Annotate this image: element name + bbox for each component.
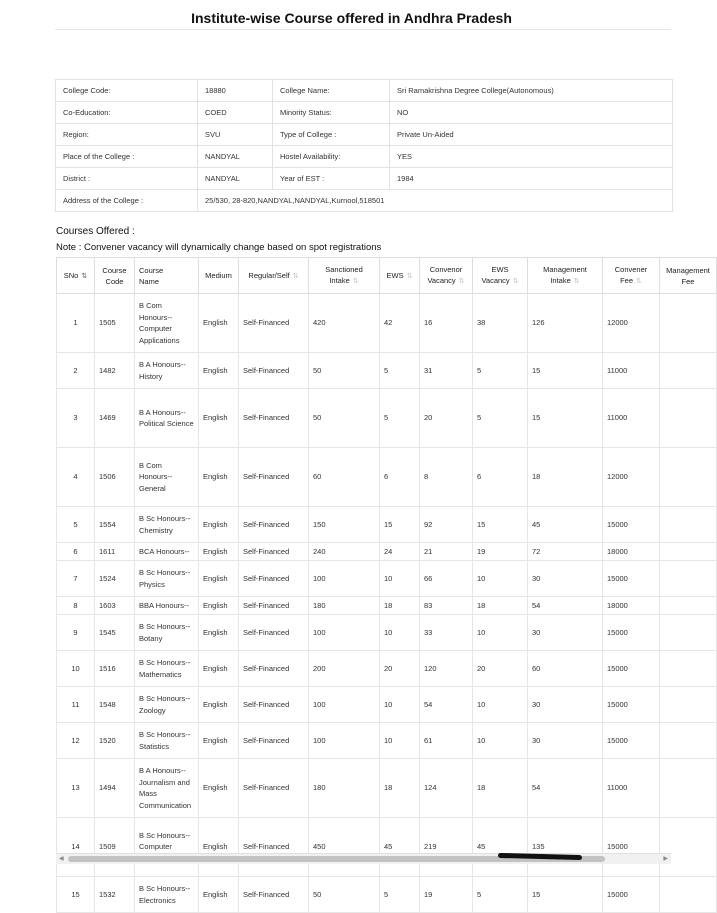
info-label: Region: (56, 124, 198, 146)
sort-arrows-icon[interactable]: ⇅ (636, 278, 642, 285)
info-label: Place of the College : (56, 146, 198, 168)
row-management-fee (660, 353, 717, 389)
row-management-intake: 60 (528, 651, 603, 687)
row-regular-self: Self-Financed (239, 597, 309, 615)
row-convener-fee: 15000 (603, 651, 660, 687)
row-sanctioned-intake: 180 (309, 597, 380, 615)
col-header-ews-vacancy[interactable]: EWS Vacancy ⇅ (473, 258, 528, 294)
row-convenor-vacancy: 66 (420, 561, 473, 597)
row-ews: 18 (380, 759, 420, 818)
row-course-code: 1506 (95, 448, 135, 507)
row-sanctioned-intake: 150 (309, 507, 380, 543)
info-row (56, 102, 673, 124)
row-ews: 5 (380, 353, 420, 389)
sort-arrows-icon[interactable]: ⇅ (292, 272, 299, 280)
col-header-course-name[interactable]: Course Name (135, 258, 199, 294)
row-management-intake: 30 (528, 615, 603, 651)
row-management-intake: 54 (528, 759, 603, 818)
table-row (57, 543, 717, 561)
row-management-intake: 30 (528, 723, 603, 759)
sort-arrows-icon[interactable]: ⇅ (458, 278, 465, 285)
row-management-intake: 45 (528, 507, 603, 543)
courses-table (56, 257, 717, 913)
info-label: Type of College : (273, 124, 390, 146)
row-medium: English (199, 759, 239, 818)
row-management-fee (660, 294, 717, 353)
row-regular-self: Self-Financed (239, 507, 309, 543)
row-management-fee (660, 543, 717, 561)
row-ews: 5 (380, 877, 420, 913)
info-label: Co-Education: (56, 102, 198, 124)
row-sno: 9 (57, 615, 95, 651)
row-medium: English (199, 687, 239, 723)
row-management-fee (660, 877, 717, 913)
row-ews-vacancy: 15 (473, 507, 528, 543)
row-sno: 14 (57, 818, 95, 877)
row-regular-self: Self-Financed (239, 759, 309, 818)
row-course-name: B Com Honours--Computer Applications (135, 294, 199, 353)
row-convener-fee: 15000 (603, 561, 660, 597)
co-education-value: COED (198, 102, 273, 124)
row-course-code: 1611 (95, 543, 135, 561)
row-course-code: 1548 (95, 687, 135, 723)
row-management-intake: 15 (528, 877, 603, 913)
row-ews-vacancy: 18 (473, 759, 528, 818)
col-header-convener-fee[interactable]: Convener Fee ⇅ (603, 258, 660, 294)
row-medium: English (199, 294, 239, 353)
row-management-fee (660, 448, 717, 507)
row-management-intake: 72 (528, 543, 603, 561)
row-management-fee (660, 615, 717, 651)
row-course-name: BBA Honours-- (135, 597, 199, 615)
row-ews: 6 (380, 448, 420, 507)
info-row (56, 146, 673, 168)
page-title: Institute-wise Course offered in Andhra Pradesh (191, 10, 512, 26)
row-course-code: 1603 (95, 597, 135, 615)
table-row (57, 615, 717, 651)
row-ews-vacancy: 20 (473, 651, 528, 687)
row-sno: 12 (57, 723, 95, 759)
table-row (57, 759, 717, 818)
row-course-code: 1532 (95, 877, 135, 913)
row-course-name: B Sc Honours--Computer (135, 818, 199, 877)
table-row (57, 389, 717, 448)
row-regular-self: Self-Financed (239, 818, 309, 877)
table-row (57, 877, 717, 913)
sort-arrows-icon[interactable]: ⇅ (352, 278, 359, 285)
row-management-fee (660, 818, 717, 877)
college-info-table (55, 79, 673, 212)
row-convenor-vacancy: 124 (420, 759, 473, 818)
table-row (57, 507, 717, 543)
row-sno: 2 (57, 353, 95, 389)
row-convenor-vacancy: 31 (420, 353, 473, 389)
row-convenor-vacancy: 20 (420, 389, 473, 448)
row-sno: 1 (57, 294, 95, 353)
row-course-name: B Sc Honours--Mathematics (135, 651, 199, 687)
row-sno: 11 (57, 687, 95, 723)
row-sanctioned-intake: 50 (309, 877, 380, 913)
minority-status-value: NO (390, 102, 673, 124)
row-medium: English (199, 597, 239, 615)
row-course-name: B A Honours--History (135, 353, 199, 389)
region-value: SVU (198, 124, 273, 146)
row-course-name: B Sc Honours--Electronics (135, 877, 199, 913)
row-regular-self: Self-Financed (239, 294, 309, 353)
col-header-ews[interactable]: EWS ⇅ (380, 258, 420, 294)
row-course-code: 1494 (95, 759, 135, 818)
row-sanctioned-intake: 100 (309, 687, 380, 723)
sort-arrows-icon[interactable]: ⇅ (512, 278, 519, 285)
row-course-code: 1545 (95, 615, 135, 651)
row-convener-fee: 11000 (603, 353, 660, 389)
row-course-name: B Com Honours--General (135, 448, 199, 507)
row-convener-fee: 12000 (603, 448, 660, 507)
row-convenor-vacancy: 219 (420, 818, 473, 877)
row-convenor-vacancy: 61 (420, 723, 473, 759)
row-convener-fee: 15000 (603, 723, 660, 759)
col-header-medium[interactable]: Medium (199, 258, 239, 294)
col-header-course-code[interactable]: Course Code (95, 258, 135, 294)
row-convenor-vacancy: 16 (420, 294, 473, 353)
row-ews: 15 (380, 507, 420, 543)
row-convener-fee: 18000 (603, 597, 660, 615)
row-management-intake: 15 (528, 353, 603, 389)
row-management-fee (660, 507, 717, 543)
info-label: District : (56, 168, 198, 190)
row-regular-self: Self-Financed (239, 353, 309, 389)
row-convenor-vacancy: 21 (420, 543, 473, 561)
row-management-fee (660, 389, 717, 448)
row-course-name: B Sc Honours--Physics (135, 561, 199, 597)
scroll-right-arrow-icon[interactable]: ▶ (663, 856, 668, 862)
vacancy-note: Note : Convener vacancy will dynamically change based on spot registrations (56, 242, 382, 253)
row-ews: 20 (380, 651, 420, 687)
row-management-intake: 15 (528, 389, 603, 448)
row-convenor-vacancy: 120 (420, 651, 473, 687)
header-row (57, 258, 717, 294)
row-ews: 10 (380, 723, 420, 759)
row-medium: English (199, 877, 239, 913)
table-row (57, 448, 717, 507)
row-ews-vacancy: 5 (473, 877, 528, 913)
info-row (56, 190, 673, 212)
courses-table-scroll-area[interactable] (56, 257, 710, 905)
row-management-fee (660, 723, 717, 759)
row-ews-vacancy: 45 (473, 818, 528, 877)
row-course-code: 1482 (95, 353, 135, 389)
row-ews-vacancy: 6 (473, 448, 528, 507)
table-row (57, 651, 717, 687)
row-sanctioned-intake: 100 (309, 723, 380, 759)
row-sanctioned-intake: 50 (309, 353, 380, 389)
row-ews: 10 (380, 561, 420, 597)
row-ews-vacancy: 5 (473, 389, 528, 448)
col-header-regular-self[interactable]: Regular/Self ⇅ (239, 258, 309, 294)
info-label: Address of the College : (56, 190, 198, 212)
title-divider (55, 29, 671, 30)
row-sanctioned-intake: 180 (309, 759, 380, 818)
row-ews-vacancy: 19 (473, 543, 528, 561)
row-convenor-vacancy: 92 (420, 507, 473, 543)
row-course-name: B Sc Honours--Zoology (135, 687, 199, 723)
col-header-convenor-vacancy[interactable]: Convenor Vacancy ⇅ (420, 258, 473, 294)
row-medium: English (199, 507, 239, 543)
col-header-sno[interactable]: SNo ⇅ (57, 258, 95, 294)
row-course-code: 1520 (95, 723, 135, 759)
col-header-management-intake[interactable]: Management Intake ⇅ (528, 258, 603, 294)
row-sno: 8 (57, 597, 95, 615)
row-regular-self: Self-Financed (239, 615, 309, 651)
row-convener-fee: 12000 (603, 294, 660, 353)
row-management-intake: 126 (528, 294, 603, 353)
row-ews-vacancy: 5 (473, 353, 528, 389)
info-row (56, 168, 673, 190)
row-management-fee (660, 759, 717, 818)
row-ews: 24 (380, 543, 420, 561)
row-convener-fee: 15000 (603, 687, 660, 723)
table-row (57, 818, 717, 877)
row-management-intake: 54 (528, 597, 603, 615)
row-course-code: 1516 (95, 651, 135, 687)
row-sno: 7 (57, 561, 95, 597)
place-value: NANDYAL (198, 146, 273, 168)
row-regular-self: Self-Financed (239, 651, 309, 687)
row-convener-fee: 15000 (603, 615, 660, 651)
row-ews-vacancy: 18 (473, 597, 528, 615)
row-sanctioned-intake: 100 (309, 615, 380, 651)
row-convenor-vacancy: 33 (420, 615, 473, 651)
row-sno: 15 (57, 877, 95, 913)
row-ews: 10 (380, 615, 420, 651)
info-label: College Name: (273, 80, 390, 102)
courses-heading: Courses Offered : (56, 226, 135, 237)
col-header-management-fee[interactable]: Management Fee (660, 258, 717, 294)
row-management-intake: 30 (528, 687, 603, 723)
info-label: Minority Status: (273, 102, 390, 124)
row-convener-fee: 11000 (603, 389, 660, 448)
row-sanctioned-intake: 50 (309, 389, 380, 448)
row-management-fee (660, 597, 717, 615)
row-regular-self: Self-Financed (239, 448, 309, 507)
row-convenor-vacancy: 19 (420, 877, 473, 913)
scroll-left-arrow-icon[interactable]: ◀ (59, 856, 64, 862)
hostel-value: YES (390, 146, 673, 168)
info-label: College Code: (56, 80, 198, 102)
row-management-intake: 30 (528, 561, 603, 597)
row-regular-self: Self-Financed (239, 543, 309, 561)
sort-arrows-icon[interactable]: ⇅ (573, 278, 580, 285)
row-course-name: B Sc Honours--Chemistry (135, 507, 199, 543)
sort-arrows-icon[interactable]: ⇅ (406, 272, 413, 280)
table-row (57, 294, 717, 353)
row-course-code: 1505 (95, 294, 135, 353)
sort-arrows-icon[interactable]: ⇅ (81, 272, 88, 280)
table-row (57, 561, 717, 597)
col-header-sanctioned-intake[interactable]: Sanctioned Intake ⇅ (309, 258, 380, 294)
row-medium: English (199, 818, 239, 877)
row-medium: English (199, 615, 239, 651)
row-convener-fee: 11000 (603, 759, 660, 818)
row-sanctioned-intake: 240 (309, 543, 380, 561)
row-medium: English (199, 651, 239, 687)
row-course-name: B A Honours--Journalism and Mass Communication (135, 759, 199, 818)
row-course-name: B A Honours--Political Science (135, 389, 199, 448)
row-sanctioned-intake: 100 (309, 561, 380, 597)
row-convener-fee: 18000 (603, 543, 660, 561)
row-ews-vacancy: 10 (473, 561, 528, 597)
info-row (56, 124, 673, 146)
row-sno: 6 (57, 543, 95, 561)
row-sno: 3 (57, 389, 95, 448)
row-ews: 45 (380, 818, 420, 877)
row-convenor-vacancy: 8 (420, 448, 473, 507)
row-regular-self: Self-Financed (239, 561, 309, 597)
row-ews-vacancy: 10 (473, 615, 528, 651)
row-medium: English (199, 543, 239, 561)
year-of-est-value: 1984 (390, 168, 673, 190)
row-course-code: 1509 (95, 818, 135, 877)
table-row (57, 597, 717, 615)
row-medium: English (199, 561, 239, 597)
row-regular-self: Self-Financed (239, 389, 309, 448)
district-value: NANDYAL (198, 168, 273, 190)
row-sno: 10 (57, 651, 95, 687)
row-management-fee (660, 561, 717, 597)
row-medium: English (199, 353, 239, 389)
row-management-fee (660, 687, 717, 723)
row-course-code: 1524 (95, 561, 135, 597)
row-management-intake: 135 (528, 818, 603, 877)
row-regular-self: Self-Financed (239, 723, 309, 759)
info-label: Hostel Availability: (273, 146, 390, 168)
row-ews-vacancy: 38 (473, 294, 528, 353)
table-row (57, 723, 717, 759)
row-ews-vacancy: 10 (473, 687, 528, 723)
row-course-code: 1469 (95, 389, 135, 448)
row-convener-fee: 15000 (603, 877, 660, 913)
row-ews-vacancy: 10 (473, 723, 528, 759)
college-code: 18880 (198, 80, 273, 102)
row-convenor-vacancy: 83 (420, 597, 473, 615)
row-convenor-vacancy: 54 (420, 687, 473, 723)
row-medium: English (199, 389, 239, 448)
row-course-name: BCA Honours-- (135, 543, 199, 561)
row-sno: 13 (57, 759, 95, 818)
row-sanctioned-intake: 420 (309, 294, 380, 353)
row-management-fee (660, 651, 717, 687)
college-type-value: Private Un-Aided (390, 124, 673, 146)
row-ews: 18 (380, 597, 420, 615)
row-ews: 10 (380, 687, 420, 723)
row-ews: 5 (380, 389, 420, 448)
info-row (56, 80, 673, 102)
info-label: Year of EST : (273, 168, 390, 190)
row-sno: 5 (57, 507, 95, 543)
table-row (57, 687, 717, 723)
row-management-intake: 18 (528, 448, 603, 507)
row-course-code: 1554 (95, 507, 135, 543)
row-regular-self: Self-Financed (239, 687, 309, 723)
row-medium: English (199, 723, 239, 759)
row-convener-fee: 15000 (603, 507, 660, 543)
row-course-name: B Sc Honours--Botany (135, 615, 199, 651)
address-value: 25/530, 28-820,NANDYAL,NANDYAL,Kurnool,518501 (198, 190, 673, 212)
row-convener-fee: 15000 (603, 818, 660, 877)
row-ews: 42 (380, 294, 420, 353)
row-sanctioned-intake: 200 (309, 651, 380, 687)
row-regular-self: Self-Financed (239, 877, 309, 913)
row-sanctioned-intake: 60 (309, 448, 380, 507)
table-row (57, 353, 717, 389)
row-course-name: B Sc Honours--Statistics (135, 723, 199, 759)
row-sno: 4 (57, 448, 95, 507)
college-name: Sri Ramakrishna Degree College(Autonomous) (390, 80, 673, 102)
row-sanctioned-intake: 450 (309, 818, 380, 877)
row-medium: English (199, 448, 239, 507)
